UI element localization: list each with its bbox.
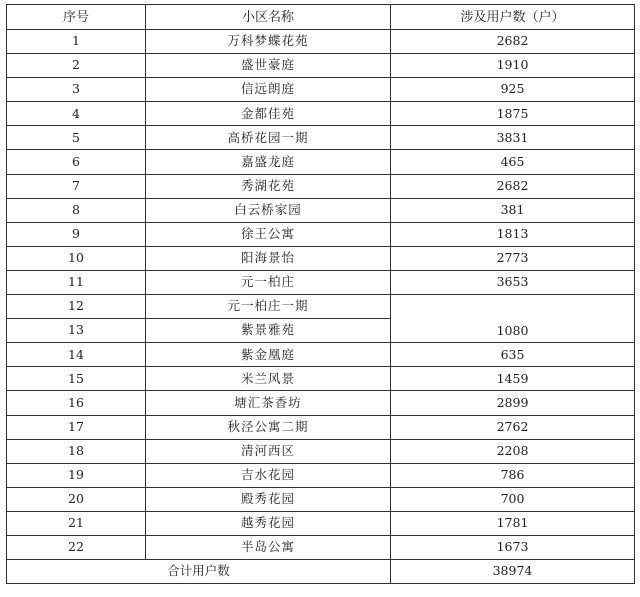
cell-households: 786 bbox=[391, 463, 635, 487]
cell-name: 半岛公寓 bbox=[146, 535, 391, 559]
cell-index: 11 bbox=[7, 270, 146, 294]
cell-households: 1910 bbox=[391, 54, 635, 78]
cell-name: 塘汇茶香坊 bbox=[146, 391, 391, 415]
table-row bbox=[7, 463, 635, 487]
cell-name: 元一柏庄一期 bbox=[146, 295, 391, 319]
cell-households: 925 bbox=[391, 78, 635, 102]
cell-name: 紫金凰庭 bbox=[146, 343, 391, 367]
cell-households: 1673 bbox=[391, 535, 635, 559]
cell-households: 2208 bbox=[391, 439, 635, 463]
total-row bbox=[7, 560, 635, 584]
cell-index: 17 bbox=[7, 415, 146, 439]
total-value: 38974 bbox=[391, 560, 635, 584]
table-row bbox=[7, 270, 635, 294]
cell-households: 1080 bbox=[391, 295, 635, 343]
household-table bbox=[6, 4, 635, 584]
cell-index: 22 bbox=[7, 535, 146, 559]
cell-index: 21 bbox=[7, 511, 146, 535]
cell-households: 465 bbox=[391, 150, 635, 174]
table-row bbox=[7, 78, 635, 102]
cell-name: 元一柏庄 bbox=[146, 270, 391, 294]
table-row bbox=[7, 54, 635, 78]
header-households: 涉及用户数（户） bbox=[391, 5, 635, 30]
cell-index: 7 bbox=[7, 174, 146, 198]
cell-index: 10 bbox=[7, 246, 146, 270]
cell-households: 2682 bbox=[391, 30, 635, 54]
table-row bbox=[7, 246, 635, 270]
cell-name: 秀湖花苑 bbox=[146, 174, 391, 198]
table-row bbox=[7, 343, 635, 367]
cell-index: 18 bbox=[7, 439, 146, 463]
cell-households: 2899 bbox=[391, 391, 635, 415]
table-row bbox=[7, 174, 635, 198]
table-row bbox=[7, 150, 635, 174]
cell-name: 白云桥家园 bbox=[146, 198, 391, 222]
table-row bbox=[7, 439, 635, 463]
cell-households: 1781 bbox=[391, 511, 635, 535]
cell-households: 2682 bbox=[391, 174, 635, 198]
cell-households: 1813 bbox=[391, 222, 635, 246]
cell-name: 阳海景怡 bbox=[146, 246, 391, 270]
cell-index: 9 bbox=[7, 222, 146, 246]
cell-index: 1 bbox=[7, 30, 146, 54]
cell-name: 信远朗庭 bbox=[146, 78, 391, 102]
table-row bbox=[7, 222, 635, 246]
cell-name: 殿秀花园 bbox=[146, 487, 391, 511]
table-row bbox=[7, 198, 635, 222]
cell-name: 米兰风景 bbox=[146, 367, 391, 391]
cell-index: 6 bbox=[7, 150, 146, 174]
cell-households: 3653 bbox=[391, 270, 635, 294]
cell-households: 1459 bbox=[391, 367, 635, 391]
table-row bbox=[7, 487, 635, 511]
cell-name: 高桥花园一期 bbox=[146, 126, 391, 150]
table-row bbox=[7, 391, 635, 415]
table-row bbox=[7, 535, 635, 559]
cell-households: 2773 bbox=[391, 246, 635, 270]
cell-index: 4 bbox=[7, 102, 146, 126]
cell-name: 盛世豪庭 bbox=[146, 54, 391, 78]
cell-index: 2 bbox=[7, 54, 146, 78]
header-index: 序号 bbox=[7, 5, 146, 30]
cell-name: 万科梦蝶花苑 bbox=[146, 30, 391, 54]
cell-name: 嘉盛龙庭 bbox=[146, 150, 391, 174]
cell-index: 19 bbox=[7, 463, 146, 487]
total-label: 合计用户数 bbox=[7, 560, 391, 584]
cell-name: 吉水花园 bbox=[146, 463, 391, 487]
cell-name: 清河西区 bbox=[146, 439, 391, 463]
cell-households: 1875 bbox=[391, 102, 635, 126]
table-row bbox=[7, 511, 635, 535]
table-row bbox=[7, 415, 635, 439]
cell-name: 秋泾公寓二期 bbox=[146, 415, 391, 439]
header-name: 小区名称 bbox=[146, 5, 391, 30]
cell-index: 12 bbox=[7, 295, 146, 319]
cell-index: 16 bbox=[7, 391, 146, 415]
cell-index: 13 bbox=[7, 319, 146, 343]
cell-name: 越秀花园 bbox=[146, 511, 391, 535]
cell-households: 381 bbox=[391, 198, 635, 222]
cell-index: 8 bbox=[7, 198, 146, 222]
table-header-row bbox=[7, 5, 635, 30]
table-row bbox=[7, 102, 635, 126]
cell-index: 3 bbox=[7, 78, 146, 102]
cell-index: 5 bbox=[7, 126, 146, 150]
table-row bbox=[7, 30, 635, 54]
cell-index: 20 bbox=[7, 487, 146, 511]
cell-name: 金都佳苑 bbox=[146, 102, 391, 126]
cell-name: 紫景雅苑 bbox=[146, 319, 391, 343]
table-body bbox=[7, 30, 635, 584]
cell-index: 14 bbox=[7, 343, 146, 367]
cell-name: 徐王公寓 bbox=[146, 222, 391, 246]
table-row bbox=[7, 367, 635, 391]
cell-index: 15 bbox=[7, 367, 146, 391]
table-row bbox=[7, 295, 635, 319]
cell-households: 700 bbox=[391, 487, 635, 511]
cell-households: 3831 bbox=[391, 126, 635, 150]
table-row bbox=[7, 126, 635, 150]
cell-households: 2762 bbox=[391, 415, 635, 439]
cell-households: 635 bbox=[391, 343, 635, 367]
